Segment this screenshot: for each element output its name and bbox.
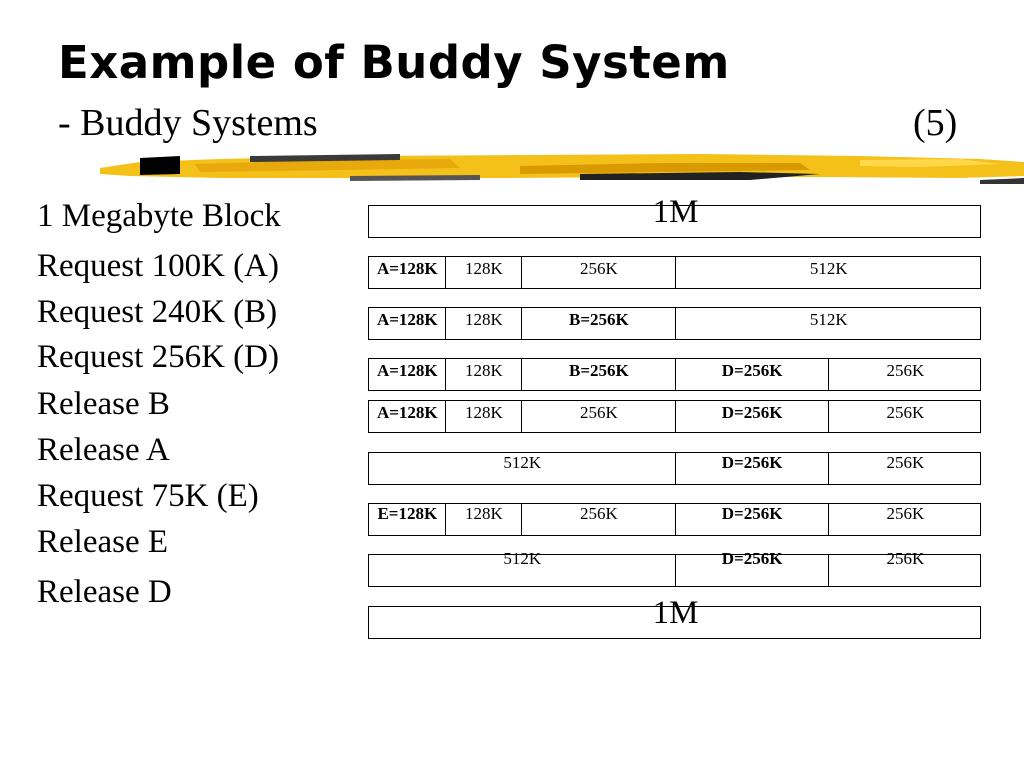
block-divider — [675, 504, 676, 535]
step-label: Release D — [37, 574, 172, 610]
block-label: E=128K — [377, 504, 438, 523]
step-label: Request 256K (D) — [37, 339, 279, 375]
block-divider — [675, 453, 676, 484]
block-label: 512K — [809, 259, 848, 278]
block-divider — [445, 504, 446, 535]
block-label: 256K — [579, 504, 618, 523]
block-divider — [521, 504, 522, 535]
block-divider — [675, 257, 676, 288]
block-divider — [828, 555, 829, 586]
block-label: 128K — [465, 310, 503, 329]
slide-number: (5) — [913, 102, 958, 144]
memory-row — [368, 452, 981, 485]
block-divider — [445, 359, 446, 390]
block-label: 512K — [503, 549, 542, 568]
block-label: D=256K — [721, 453, 783, 472]
block-label: 128K — [465, 259, 503, 278]
block-label: 256K — [579, 259, 618, 278]
memory-row — [368, 400, 981, 433]
step-label: 1 Megabyte Block — [37, 198, 281, 234]
step-label: Release E — [37, 524, 169, 560]
block-divider — [675, 555, 676, 586]
block-label: 128K — [465, 504, 503, 523]
block-divider — [521, 401, 522, 432]
memory-row — [368, 358, 981, 391]
block-label: 256K — [579, 403, 618, 422]
block-label: 256K — [886, 549, 925, 568]
block-label: 128K — [465, 403, 503, 422]
block-label: D=256K — [721, 403, 783, 422]
block-label: A=128K — [376, 259, 438, 278]
block-divider — [521, 359, 522, 390]
slide-title: Example of Buddy System — [58, 36, 730, 89]
slide-subtitle: - Buddy Systems — [58, 102, 318, 144]
block-label: 256K — [886, 361, 925, 380]
block-divider — [675, 359, 676, 390]
block-label: 256K — [886, 403, 925, 422]
block-divider — [828, 453, 829, 484]
block-label: B=256K — [569, 310, 629, 329]
step-label: Request 240K (B) — [37, 294, 278, 330]
step-label: Request 100K (A) — [37, 248, 279, 284]
block-divider — [521, 308, 522, 339]
block-label: A=128K — [376, 310, 438, 329]
memory-row — [368, 503, 981, 536]
block-label: 512K — [809, 310, 848, 329]
block-divider — [445, 401, 446, 432]
block-label: 256K — [886, 453, 925, 472]
block-label: D=256K — [721, 504, 783, 523]
block-divider — [828, 359, 829, 390]
block-label: 1M — [652, 194, 699, 230]
step-label: Release A — [37, 432, 170, 468]
memory-row — [368, 549, 981, 587]
step-label: Release B — [37, 386, 170, 422]
block-divider — [521, 257, 522, 288]
block-divider — [828, 504, 829, 535]
memory-row — [368, 256, 981, 289]
block-divider — [445, 308, 446, 339]
memory-row — [368, 307, 981, 340]
block-divider — [675, 308, 676, 339]
memory-row — [368, 595, 981, 639]
memory-row — [368, 194, 981, 238]
block-label: D=256K — [721, 549, 783, 568]
block-label: A=128K — [376, 403, 438, 422]
block-divider — [828, 401, 829, 432]
step-label: Request 75K (E) — [37, 478, 259, 514]
block-divider — [445, 257, 446, 288]
block-label: 1M — [652, 595, 699, 631]
block-label: A=128K — [376, 361, 438, 380]
block-divider — [675, 401, 676, 432]
brush-stroke-divider — [100, 150, 1024, 190]
block-label: D=256K — [721, 361, 783, 380]
block-label: B=256K — [569, 361, 629, 380]
block-label: 256K — [886, 504, 925, 523]
block-label: 128K — [465, 361, 503, 380]
block-label: 512K — [503, 453, 542, 472]
